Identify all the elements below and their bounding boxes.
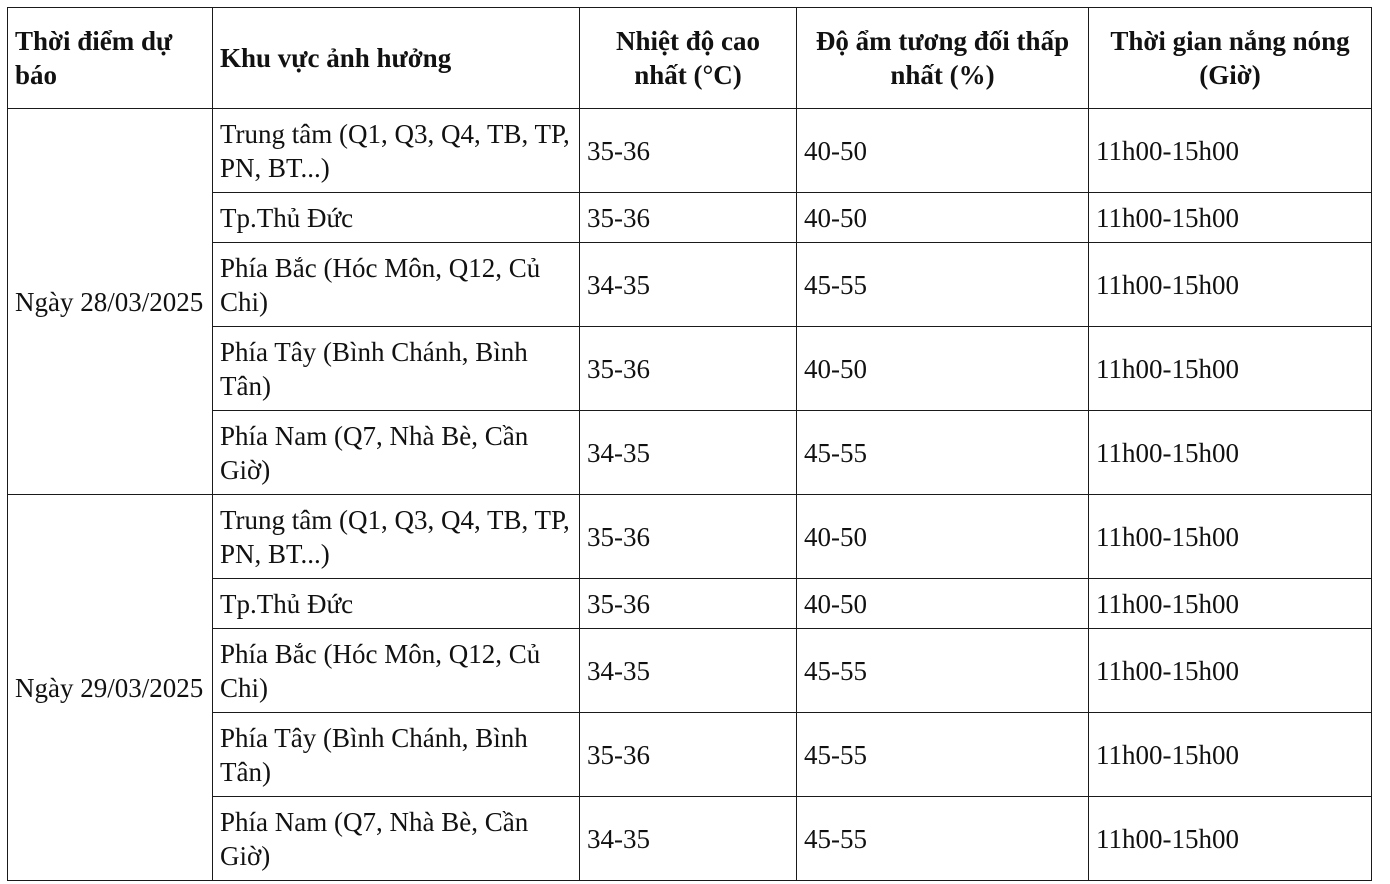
hours-cell: 11h00-15h00 xyxy=(1089,579,1372,629)
area-cell: Phía Tây (Bình Chánh, Bình Tân) xyxy=(213,327,580,411)
header-area: Khu vực ảnh hưởng xyxy=(213,8,580,109)
header-row xyxy=(8,8,1372,109)
temp-cell: 35-36 xyxy=(580,495,797,579)
hours-cell: 11h00-15h00 xyxy=(1089,243,1372,327)
area-cell: Phía Nam (Q7, Nhà Bè, Cần Giờ) xyxy=(213,411,580,495)
area-cell: Phía Nam (Q7, Nhà Bè, Cần Giờ) xyxy=(213,797,580,881)
temp-cell: 35-36 xyxy=(580,327,797,411)
heat-forecast-table xyxy=(7,7,1372,881)
temp-cell: 35-36 xyxy=(580,713,797,797)
table-row xyxy=(8,495,1372,579)
humidity-cell: 45-55 xyxy=(797,629,1089,713)
table-row xyxy=(8,193,1372,243)
temp-cell: 35-36 xyxy=(580,193,797,243)
table-row xyxy=(8,713,1372,797)
area-cell: Tp.Thủ Đức xyxy=(213,193,580,243)
temp-cell: 34-35 xyxy=(580,243,797,327)
header-humidity: Độ ẩm tương đối thấp nhất (%) xyxy=(797,8,1089,109)
area-cell: Phía Tây (Bình Chánh, Bình Tân) xyxy=(213,713,580,797)
humidity-cell: 40-50 xyxy=(797,109,1089,193)
hours-cell: 11h00-15h00 xyxy=(1089,713,1372,797)
hours-cell: 11h00-15h00 xyxy=(1089,193,1372,243)
day-cell: Ngày 29/03/2025 xyxy=(8,495,213,881)
area-cell: Phía Bắc (Hóc Môn, Q12, Củ Chi) xyxy=(213,629,580,713)
temp-cell: 34-35 xyxy=(580,797,797,881)
humidity-cell: 40-50 xyxy=(797,327,1089,411)
hours-cell: 11h00-15h00 xyxy=(1089,109,1372,193)
humidity-cell: 40-50 xyxy=(797,579,1089,629)
table-row xyxy=(8,411,1372,495)
hours-cell: 11h00-15h00 xyxy=(1089,495,1372,579)
temp-cell: 34-35 xyxy=(580,629,797,713)
humidity-cell: 40-50 xyxy=(797,193,1089,243)
table-row xyxy=(8,629,1372,713)
hours-cell: 11h00-15h00 xyxy=(1089,797,1372,881)
temp-cell: 35-36 xyxy=(580,109,797,193)
humidity-cell: 45-55 xyxy=(797,243,1089,327)
hours-cell: 11h00-15h00 xyxy=(1089,327,1372,411)
temp-cell: 34-35 xyxy=(580,411,797,495)
table-row xyxy=(8,109,1372,193)
humidity-cell: 45-55 xyxy=(797,797,1089,881)
table-row xyxy=(8,327,1372,411)
area-cell: Phía Bắc (Hóc Môn, Q12, Củ Chi) xyxy=(213,243,580,327)
humidity-cell: 45-55 xyxy=(797,713,1089,797)
table-row xyxy=(8,579,1372,629)
area-cell: Trung tâm (Q1, Q3, Q4, TB, TP, PN, BT...) xyxy=(213,109,580,193)
header-temp: Nhiệt độ cao nhất (°C) xyxy=(580,8,797,109)
humidity-cell: 45-55 xyxy=(797,411,1089,495)
header-time: Thời điểm dự báo xyxy=(8,8,213,109)
hours-cell: 11h00-15h00 xyxy=(1089,629,1372,713)
hours-cell: 11h00-15h00 xyxy=(1089,411,1372,495)
day-cell: Ngày 28/03/2025 xyxy=(8,109,213,495)
area-cell: Trung tâm (Q1, Q3, Q4, TB, TP, PN, BT...) xyxy=(213,495,580,579)
header-hours: Thời gian nắng nóng (Giờ) xyxy=(1089,8,1372,109)
table-row xyxy=(8,243,1372,327)
table-row xyxy=(8,797,1372,881)
temp-cell: 35-36 xyxy=(580,579,797,629)
area-cell: Tp.Thủ Đức xyxy=(213,579,580,629)
humidity-cell: 40-50 xyxy=(797,495,1089,579)
